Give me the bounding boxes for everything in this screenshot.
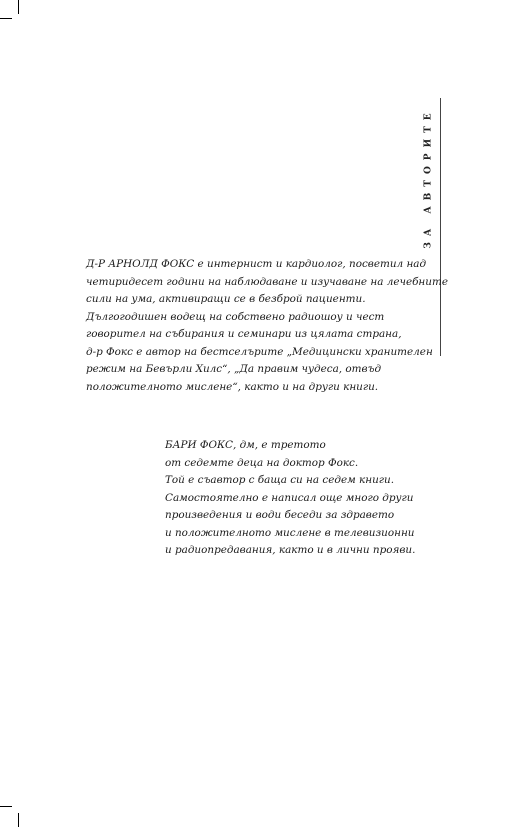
bio-line: Дългогодишен водещ на собствено радиошоу и чест — [86, 310, 385, 323]
crop-mark-top-left-vertical — [18, 0, 19, 14]
bio-line: и радиопредавания, както и в лични прояви. — [165, 544, 416, 556]
bio-line: от седемте деца на доктор Фокс. — [165, 456, 359, 469]
bio-line: Д-Р АРНОЛД ФОКС е интернист и кардиолог, посветил над — [86, 258, 427, 270]
section-title-text: ЗА АВТОРИТЕ — [424, 107, 435, 249]
author-bio-barry-fox — [165, 437, 415, 560]
bio-line: Самостоятелно е написал още много други — [165, 491, 414, 504]
bio-line: БАРИ ФОКС, дм, е третото — [165, 439, 326, 451]
bio-line: д-р Фокс е автор на бестселърите „Медицински хранителен — [86, 345, 433, 358]
bio-line: и положителното мислене в телевизионни — [165, 526, 415, 539]
bio-line: произведения и води беседи за здравето — [165, 509, 395, 521]
bio-line: Той е съавтор с баща си на седем книги. — [165, 474, 395, 486]
bio-line: говорител на събирания и семинари из цялата страна, — [86, 328, 402, 340]
author-bio-arnold-fox — [86, 256, 448, 396]
bio-line: сили на ума, активиращи се в безброй пациенти. — [86, 293, 366, 305]
bio-line: положителното мислене“, както и на други книги. — [86, 380, 379, 393]
bio-line: режим на Бевърли Хилс“, „Да правим чудеса, отвъд — [86, 363, 382, 375]
bio-line: четиридесет години на наблюдаване и изучаване на лечебните — [86, 275, 448, 288]
crop-mark-top-left-horizontal — [0, 18, 12, 19]
crop-mark-bottom-left-vertical — [18, 813, 19, 827]
crop-mark-bottom-left-horizontal — [0, 806, 12, 807]
section-title — [422, 94, 436, 262]
